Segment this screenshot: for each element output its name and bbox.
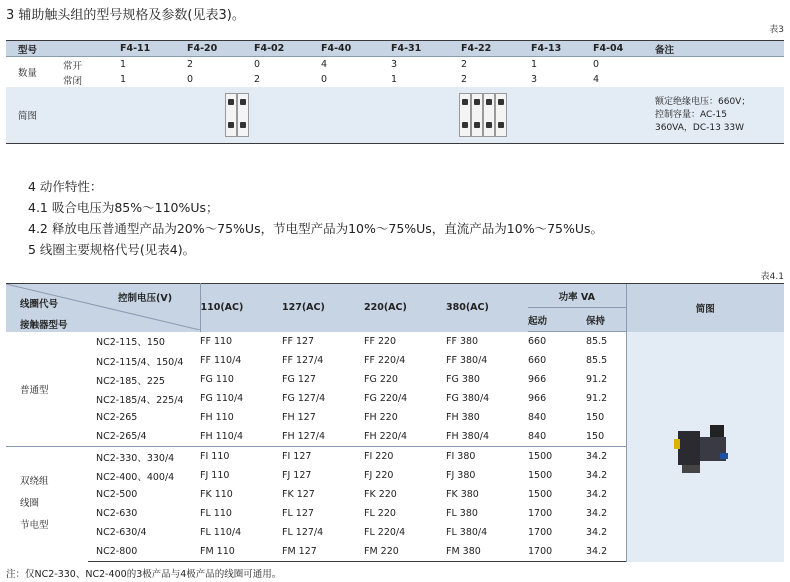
coil-code: FG 110/4 — [200, 393, 244, 404]
corner-mid: 线圈代号 — [20, 299, 59, 310]
footnote: 注：仅NC2-330、NC2-400的3极产品与4极产品的线圈可通用。 — [6, 569, 282, 580]
power-value: 660 — [528, 355, 547, 366]
coil-code: FH 127/4 — [282, 431, 326, 442]
contactor-model: NC2-630 — [96, 508, 138, 519]
coil-code: FG 127/4 — [282, 393, 326, 404]
coil-code: FJ 110 — [200, 470, 230, 481]
power-value: 85.5 — [586, 355, 608, 366]
power-value: 966 — [528, 393, 547, 404]
power-value: 840 — [528, 431, 547, 442]
aux-contact-4pole-image — [459, 93, 593, 137]
coil-code: FL 127/4 — [282, 527, 324, 538]
header-f4-31: F4-31 — [391, 41, 461, 57]
paragraph: 5 线圈主要规格代号(见表4)。 — [28, 242, 196, 257]
contactor-model: NC2-185/4、225/4 — [96, 394, 184, 406]
power-value: 34.2 — [586, 470, 608, 481]
corner-cell — [6, 284, 200, 332]
table-row: 常闭 1 0 2 0 1 2 3 4 — [63, 74, 600, 87]
coil-code: FF 380/4 — [446, 355, 488, 366]
contactor-model: NC2-400、400/4 — [96, 471, 175, 483]
coil-code: FF 110 — [200, 335, 233, 347]
header-f4-02: F4-02 — [254, 41, 321, 57]
contactor-model: NC2-330、330/4 — [88, 447, 200, 467]
power-value: 1700 — [528, 508, 553, 519]
header-f4-13: F4-13 — [531, 41, 593, 57]
group-standard-label: 普通型 — [20, 384, 49, 396]
table41 — [6, 283, 784, 562]
coil-code: FK 127 — [282, 489, 315, 500]
table41-caption: 表4.1 — [760, 272, 784, 282]
coil-code: FF 220/4 — [364, 355, 406, 366]
paragraph: 4 动作特性： — [28, 179, 103, 194]
table41-header-row — [6, 284, 784, 308]
coil-code: FL 220/4 — [364, 527, 406, 538]
coil-code: FL 380 — [446, 508, 478, 519]
header-f4-20: F4-20 — [187, 41, 254, 57]
power-value: 85.5 — [586, 336, 608, 347]
coil-code: FH 220/4 — [364, 431, 408, 442]
voltage-127: 127(AC) — [282, 284, 364, 332]
power-value: 34.2 — [586, 447, 626, 467]
voltage-220: 220(AC) — [364, 284, 446, 332]
qty-label: 数量 — [18, 68, 38, 79]
coil-code: FH 110 — [200, 412, 234, 423]
coil-code: FI 127 — [282, 447, 364, 467]
power-value: 1500 — [528, 447, 586, 467]
header-f4-11: F4-11 — [120, 41, 187, 57]
coil-code: FF 380 — [446, 335, 479, 347]
coil-image — [670, 417, 740, 477]
coil-code: FG 110 — [200, 374, 234, 385]
power-value: 966 — [528, 374, 547, 385]
contactor-model: NC2-115/4、150/4 — [96, 356, 184, 368]
coil-code: FL 380/4 — [446, 527, 488, 538]
power-start: 起动 — [528, 308, 586, 332]
diagram-header: 简图 — [626, 284, 784, 332]
power-value: 91.2 — [586, 393, 608, 404]
coil-code: FL 220 — [364, 508, 396, 519]
contactor-model: NC2-115、150 — [96, 337, 165, 349]
coil-code: FI 220 — [364, 447, 446, 467]
contactor-model: NC2-265 — [96, 412, 138, 423]
power-value: 1500 — [528, 489, 553, 500]
table3 — [6, 40, 784, 144]
coil-image-cell — [626, 332, 784, 562]
coil-code: FM 380 — [446, 542, 528, 562]
coil-code: FH 110/4 — [200, 431, 244, 442]
power-value: 34.2 — [586, 508, 608, 519]
coil-code: FF 220 — [364, 335, 397, 347]
coil-code: FG 380 — [446, 374, 480, 385]
aux-contact-2pole-image — [225, 93, 321, 137]
coil-code: FF 127 — [282, 335, 315, 347]
power-value: 840 — [528, 412, 547, 423]
group-energy-saving-label: 双绕组 线圈 节电型 — [6, 447, 88, 562]
table-row: 数量 常开 1 2 0 4 3 2 1 0 — [6, 57, 784, 73]
power-value: 91.2 — [586, 374, 608, 385]
coil-code: FF 127/4 — [282, 355, 324, 366]
paragraph: 4.1 吸合电压为85%～110%Us； — [28, 200, 219, 215]
coil-code: FH 380 — [446, 412, 480, 423]
coil-code: FJ 220 — [364, 470, 394, 481]
table-row — [6, 332, 784, 352]
power-value: 34.2 — [586, 527, 608, 538]
coil-code: FL 110 — [200, 508, 232, 519]
remark-cell: 额定绝缘电压：660V； 控制容量：AC-15 360VA，DC-13 33W — [655, 87, 784, 144]
contactor-model: NC2-185、225 — [96, 375, 165, 387]
power-value: 660 — [528, 336, 547, 347]
table41-body — [6, 332, 784, 562]
power-value: 1700 — [528, 527, 553, 538]
coil-code: FK 220 — [364, 489, 397, 500]
contactor-model: NC2-800 — [88, 542, 200, 562]
power-hold: 保持 — [586, 308, 626, 332]
coil-code: FF 110/4 — [200, 355, 242, 366]
coil-code: FG 220 — [364, 374, 398, 385]
coil-code: FI 110 — [200, 447, 282, 467]
table3-caption: 表3 — [769, 25, 784, 35]
contactor-model: NC2-265/4 — [96, 431, 147, 442]
power-header: 功率 VA — [528, 284, 626, 308]
coil-code: FM 110 — [200, 542, 282, 562]
coil-code: FG 220/4 — [364, 393, 408, 404]
coil-code: FH 127 — [282, 412, 316, 423]
corner-top: 控制电压(V) — [118, 293, 173, 304]
coil-code: FM 127 — [282, 542, 364, 562]
diagram-row — [6, 87, 784, 144]
voltage-110: 110(AC) — [200, 284, 282, 332]
power-value: 1500 — [528, 470, 553, 481]
coil-code: FI 380 — [446, 447, 528, 467]
power-value: 34.2 — [586, 542, 626, 562]
voltage-380: 380(AC) — [446, 284, 528, 332]
coil-code: FK 380 — [446, 489, 479, 500]
table3-header-row — [6, 41, 784, 57]
coil-code: FM 220 — [364, 542, 446, 562]
coil-code: FH 380/4 — [446, 431, 490, 442]
section3-title: 3 辅助触头组的型号规格及参数(见表3)。 — [6, 8, 245, 23]
header-remark: 备注 — [655, 41, 784, 57]
coil-code: FG 380/4 — [446, 393, 490, 404]
coil-code: FJ 127 — [282, 470, 312, 481]
coil-code: FK 110 — [200, 489, 233, 500]
coil-code: FG 127 — [282, 374, 316, 385]
header-f4-40: F4-40 — [321, 41, 391, 57]
coil-code: FJ 380 — [446, 470, 476, 481]
contactor-model: NC2-630/4 — [96, 527, 147, 538]
power-value: 150 — [586, 412, 605, 423]
contactor-model: NC2-500 — [96, 489, 138, 500]
coil-code: FL 127 — [282, 508, 314, 519]
power-value: 1700 — [528, 542, 586, 562]
diagram-label: 简图 — [6, 87, 63, 144]
power-value: 150 — [586, 431, 605, 442]
header-f4-04: F4-04 — [593, 41, 655, 57]
coil-code: FH 220 — [364, 412, 398, 423]
header-f4-22: F4-22 — [461, 41, 531, 57]
paragraph: 4.2 释放电压普通型产品为20%～75%Us，节电型产品为10%～75%Us，直流产品为10%～75%Us。 — [28, 221, 604, 236]
coil-code: FL 110/4 — [200, 527, 242, 538]
corner-bottom: 接触器型号 — [20, 320, 68, 331]
power-value: 34.2 — [586, 489, 608, 500]
header-model: 型号 — [6, 41, 63, 57]
